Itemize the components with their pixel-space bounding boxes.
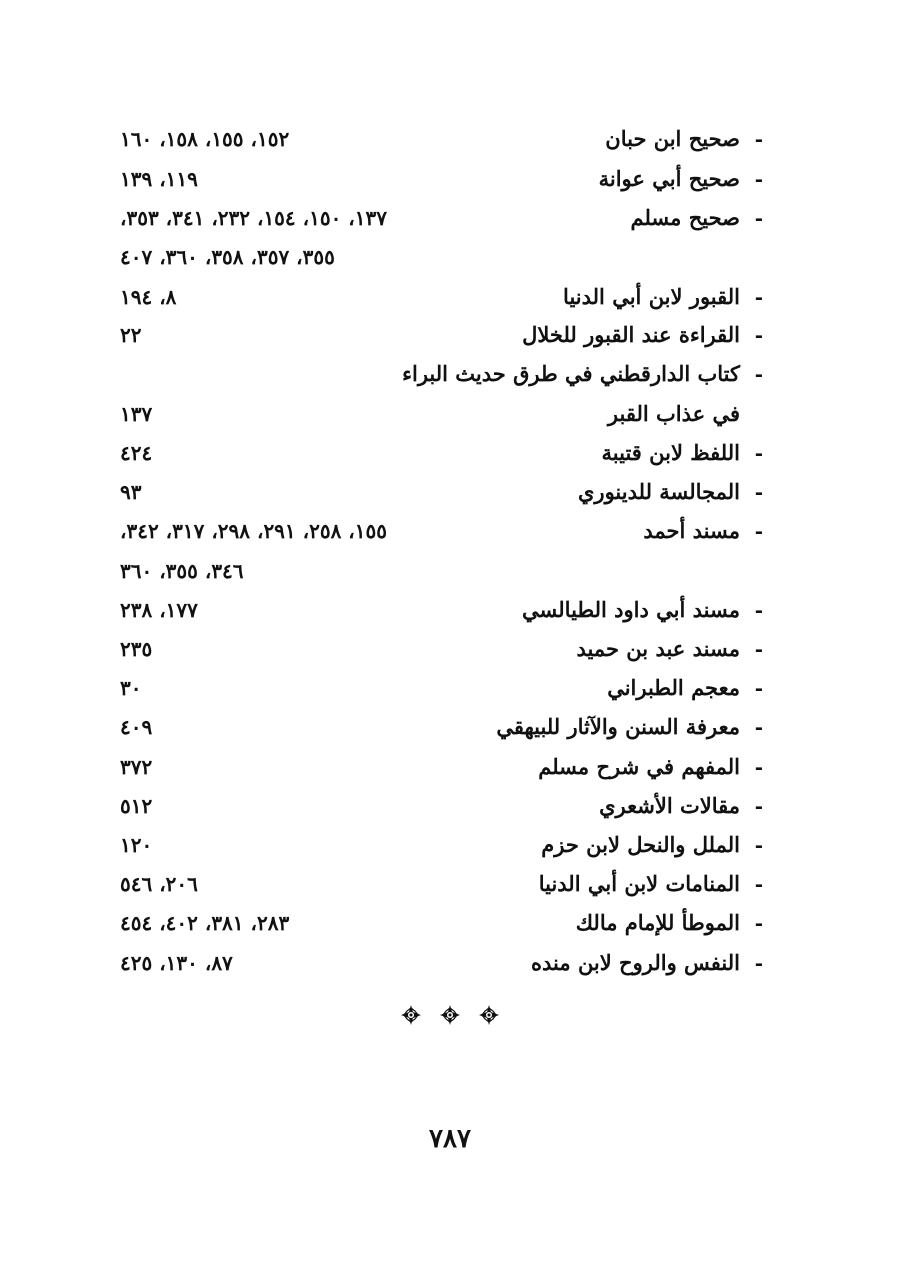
index-entry — [0, 710, 900, 744]
index-entry — [0, 946, 900, 980]
entry-title: المجالسة للدينوري — [577, 479, 740, 504]
entry-dash: - — [754, 480, 763, 504]
index-entry — [0, 593, 900, 627]
entry-dash: - — [754, 127, 763, 151]
entry-dash: - — [754, 441, 763, 465]
entry-dash: - — [754, 206, 763, 230]
entry-dash: - — [754, 323, 763, 347]
entry-dash: - — [754, 911, 763, 935]
entry-pages: ٢٨٣، ٣٨١، ٤٠٢، ٤٥٤ — [120, 911, 290, 935]
entry-dash: - — [754, 833, 763, 857]
entry-title: الموطأ للإمام مالك — [575, 910, 740, 935]
entry-title: مسند عبد بن حميد — [576, 636, 740, 661]
index-entry — [0, 750, 900, 784]
entry-title: في عذاب القبر — [607, 401, 740, 426]
entry-pages: ٣٠ — [120, 676, 142, 700]
entry-pages: ٨، ١٩٤ — [120, 285, 177, 309]
flower-ornament-icon — [400, 1004, 422, 1026]
entry-title: معجم الطبراني — [607, 675, 740, 700]
entry-pages: ٩٣ — [120, 480, 142, 504]
entry-dash: - — [754, 715, 763, 739]
entry-title: مسند أبي داود الطيالسي — [522, 597, 740, 622]
entry-pages: ٥١٢ — [120, 794, 153, 818]
entry-pages: ٤٠٩ — [120, 715, 153, 739]
entry-pages: ١٢٠ — [120, 833, 153, 857]
entry-title: الملل والنحل لابن حزم — [541, 832, 740, 857]
entry-title: المنامات لابن أبي الدنيا — [538, 871, 740, 896]
index-entry — [0, 867, 900, 901]
index-entry — [0, 514, 900, 548]
entry-pages: ٣٤٦، ٣٥٥، ٣٦٠ — [120, 559, 244, 583]
page-number: ٧٨٧ — [429, 1124, 471, 1154]
entry-dash: - — [754, 951, 763, 975]
index-entry — [0, 162, 900, 196]
index-entry — [0, 122, 900, 156]
entry-pages: ٣٥٥، ٣٥٧، ٣٥٨، ٣٦٠، ٤٠٧ — [120, 245, 335, 269]
entry-title: النفس والروح لابن منده — [531, 950, 740, 975]
entry-title: صحيح أبي عوانة — [598, 166, 740, 191]
entry-pages: ٢٣٥ — [120, 637, 153, 661]
entry-pages: ١٥٥، ٢٥٨، ٢٩١، ٢٩٨، ٣١٧، ٣٤٢، — [120, 519, 387, 543]
entry-pages: ١٣٧، ١٥٠، ١٥٤، ٢٣٢، ٣٤١، ٣٥٣، — [120, 206, 387, 230]
index-entry-continuation — [0, 240, 900, 274]
entry-title: المفهم في شرح مسلم — [538, 754, 740, 779]
flower-ornament-icon — [439, 1004, 461, 1026]
entry-dash: - — [754, 872, 763, 896]
entry-title: القبور لابن أبي الدنيا — [563, 284, 740, 309]
entry-pages: ١٥٢، ١٥٥، ١٥٨، ١٦٠ — [120, 127, 290, 151]
entry-dash: - — [754, 598, 763, 622]
index-entry — [0, 632, 900, 666]
entry-dash: - — [754, 676, 763, 700]
index-entry — [0, 280, 900, 314]
entry-title: معرفة السنن والآثار للبيهقي — [496, 714, 740, 739]
entry-pages: ١١٩، ١٣٩ — [120, 167, 198, 191]
entry-title: اللفظ لابن قتيبة — [601, 440, 740, 465]
entry-pages: ٣٧٢ — [120, 755, 153, 779]
section-end-ornaments — [0, 1004, 900, 1030]
entry-dash: - — [754, 285, 763, 309]
entry-pages: ١٣٧ — [120, 402, 153, 426]
index-entry — [0, 318, 900, 352]
entry-dash: - — [754, 519, 763, 543]
index-entry-continuation — [0, 397, 900, 431]
entry-pages: ٤٢٤ — [120, 441, 153, 465]
index-entry — [0, 357, 900, 391]
entry-dash: - — [754, 755, 763, 779]
entry-dash: - — [754, 794, 763, 818]
index-entry — [0, 671, 900, 705]
entry-title: صحيح ابن حبان — [605, 126, 740, 151]
index-entry — [0, 789, 900, 823]
entry-title: مسند أحمد — [643, 518, 740, 543]
entry-dash: - — [754, 167, 763, 191]
entry-pages: ٢٠٦، ٥٤٦ — [120, 872, 198, 896]
entry-dash: - — [754, 637, 763, 661]
entry-title: القراءة عند القبور للخلال — [522, 322, 740, 347]
entry-pages: ١٧٧، ٢٣٨ — [120, 598, 198, 622]
entry-title: صحيح مسلم — [630, 205, 740, 230]
entry-title: كتاب الدارقطني في طرق حديث البراء — [402, 361, 740, 386]
entry-pages: ٢٢ — [120, 323, 142, 347]
index-entry — [0, 906, 900, 940]
index-entry — [0, 828, 900, 862]
index-entry-continuation — [0, 554, 900, 588]
entry-pages: ٨٧، ١٣٠، ٤٢٥ — [120, 951, 233, 975]
index-entry — [0, 475, 900, 509]
entry-title: مقالات الأشعري — [599, 793, 740, 818]
flower-ornament-icon — [478, 1004, 500, 1026]
index-entry — [0, 436, 900, 470]
entry-dash: - — [754, 362, 763, 386]
index-entry — [0, 201, 900, 235]
